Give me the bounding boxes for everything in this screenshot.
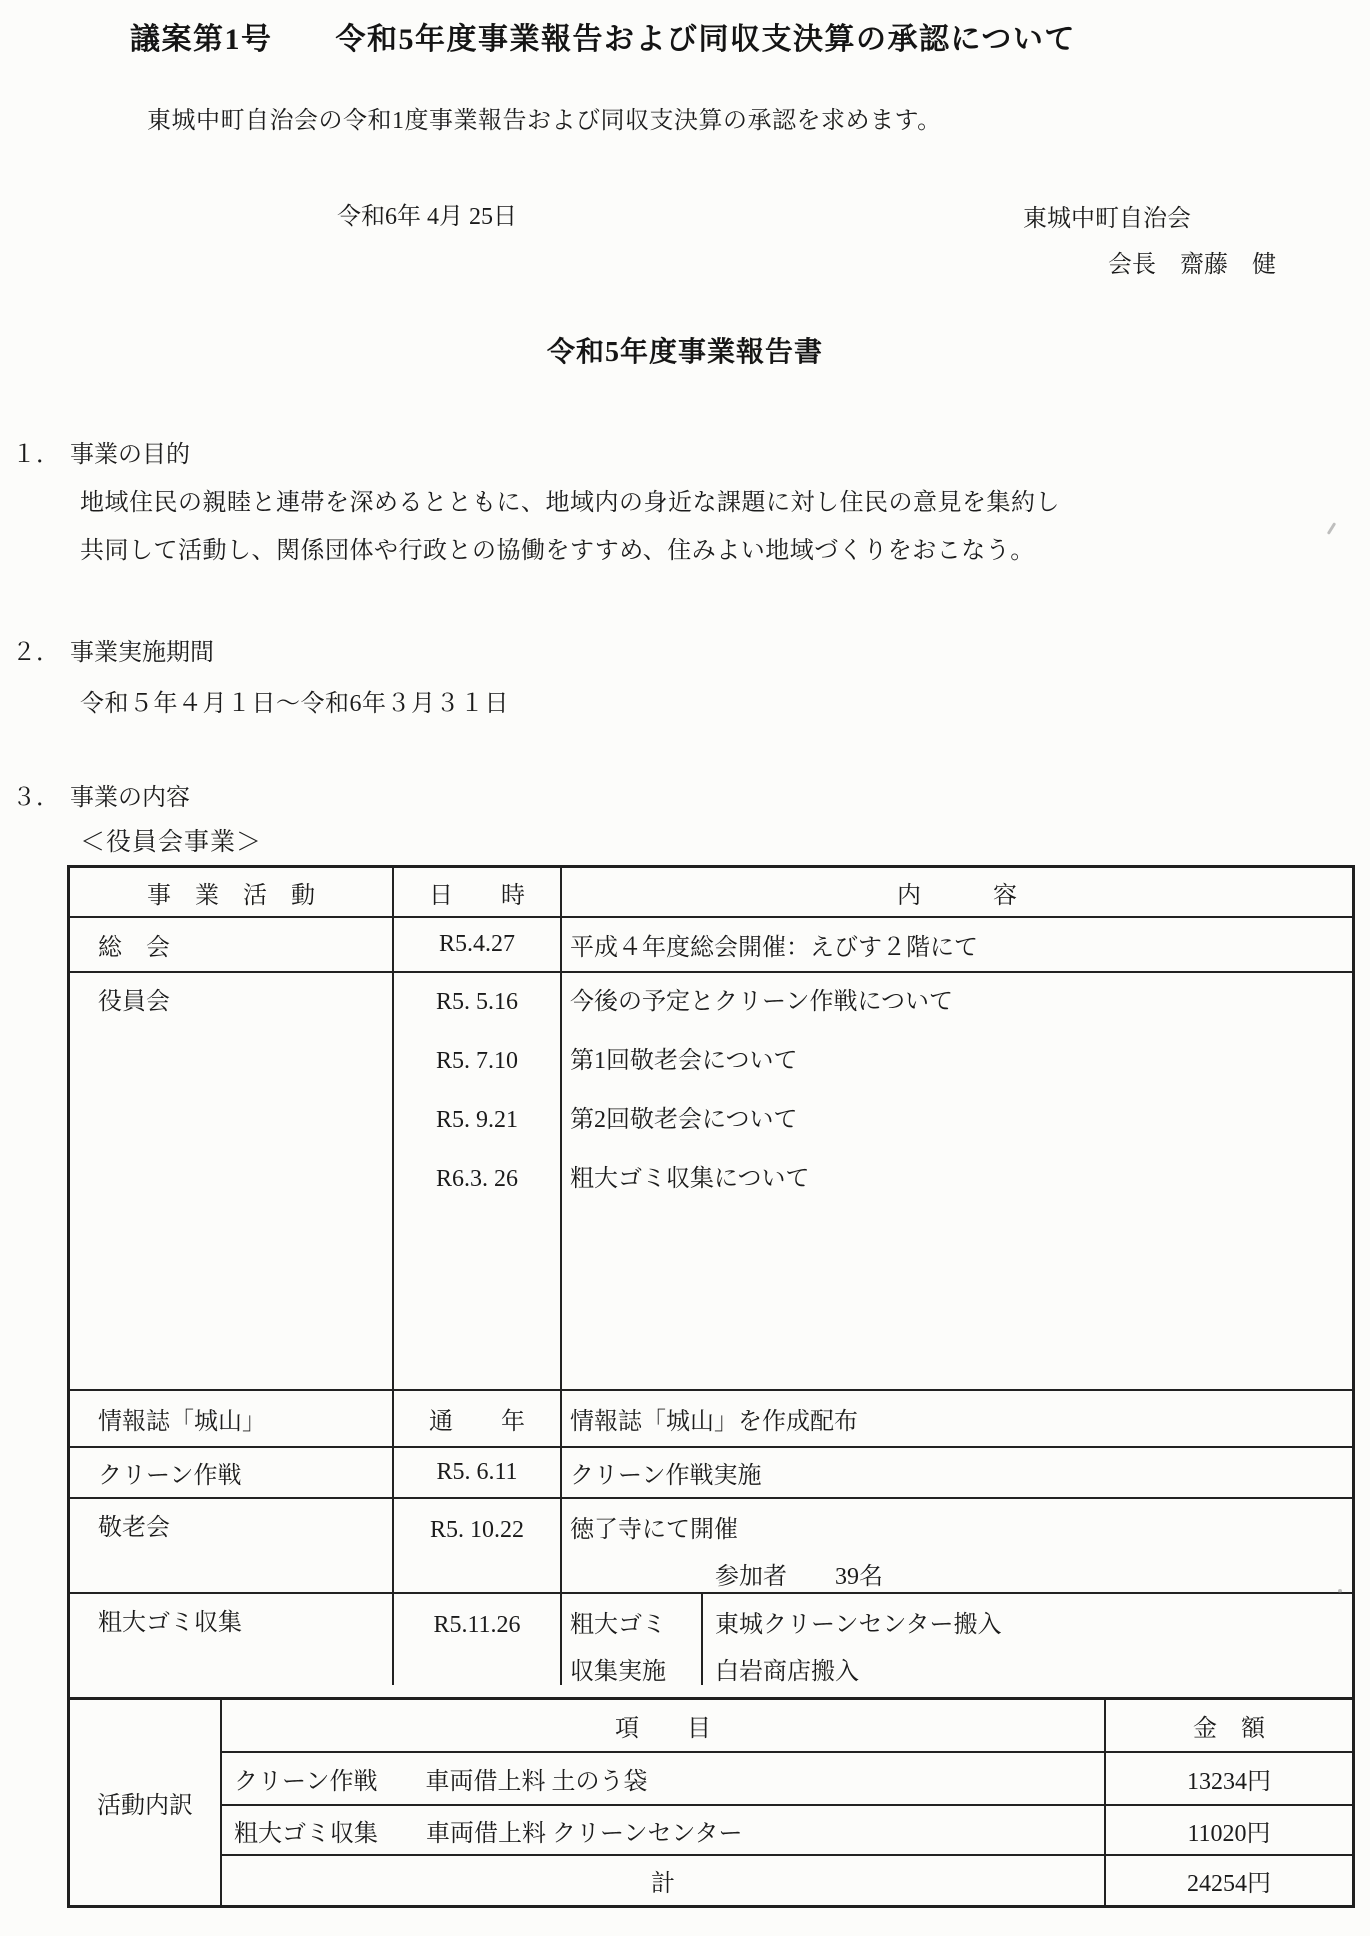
cell-content-split [562,1594,1352,1685]
section-2-number: ２． [12,640,60,666]
date-entry: R5. 5.16 [435,989,518,1015]
date-entry: R5. 7.10 [435,1048,518,1074]
breakdown-row-bulky-waste [222,1804,1352,1854]
subcell-right-line: 東城クリーンセンター搬入 [715,1612,1002,1638]
cell-date: 通 年 [392,1391,562,1446]
activity-table [67,865,1355,1700]
activity-table-header-row [70,868,1352,916]
header-amount: 金 額 [1104,1700,1352,1751]
scan-artifact [1338,1589,1342,1593]
table-row-bulky-waste [70,1592,1352,1685]
cell-date: R5.4.27 [392,918,562,971]
header-activity: 事 業 活 動 [147,882,315,909]
cell-activity: クリーン作戦 [98,1463,242,1489]
section-1-number: １． [12,442,60,468]
section-2-title: 事業実施期間 [70,640,214,666]
cell-content-list [562,1499,1352,1592]
cell-amount: 11020円 [1104,1806,1352,1854]
total-label: 計 [651,1871,675,1897]
date-entry: R5. 9.21 [435,1107,518,1133]
report-title: 令和5年度事業報告書 [546,337,823,368]
content-entry-participants: 参加者 39名 [715,1564,883,1590]
table-row-clean-operation [70,1446,1352,1497]
date-entry: R6.3. 26 [435,1166,518,1192]
table-row-newsletter [70,1389,1352,1446]
document-date: 令和6年 4月 25日 [337,204,517,230]
subcell-right-line: 白岩商店搬入 [715,1659,859,1685]
expense-breakdown-table [67,1700,1355,1908]
cell-activity: 情報誌「城山」 [98,1409,266,1435]
subcell-left-line: 粗大ゴミ [570,1612,666,1638]
cell-content: 情報誌「城山」を作成配布 [570,1409,858,1435]
content-entry: 第2回敬老会について [570,1107,798,1133]
cell-content-list [562,973,1352,1389]
content-entry: 徳了寺にて開催 [570,1517,738,1543]
section-3-number: ３． [12,785,60,811]
section-2-heading [12,632,214,667]
table-row-general-meeting [70,916,1352,971]
subcell-left-line: 収集実施 [570,1659,666,1685]
section-3-title: 事業の内容 [70,785,190,811]
cell-content: クリーン作戦実施 [570,1463,762,1489]
content-entry: 第1回敬老会について [570,1048,798,1074]
cell-item: クリーン作戦 車両借上料 土のう袋 [234,1769,648,1795]
cell-amount: 13234円 [1104,1753,1352,1804]
table-row-respect-for-aged [70,1497,1352,1592]
content-entry: 今後の予定とクリーン作戦について [570,989,954,1015]
section-1-body-line-1: 地域住民の親睦と連帯を深めるとともに、地域内の身近な課題に対し住民の意見を集約し [80,490,1060,516]
cell-date: R5. 6.11 [392,1448,562,1497]
cell-date [392,1499,562,1592]
scan-artifact [1327,522,1336,535]
section-2-body-line-1: 令和５年４月１日～令和6年３月３１日 [80,691,509,717]
section-1-heading [12,434,190,469]
intro-text: 東城中町自治会の令和1度事業報告および同収支決算の承認を求めます。 [147,108,942,134]
cell-date [392,1594,562,1685]
cell-activity: 敬老会 [98,1515,170,1541]
cell-activity: 役員会 [98,989,170,1015]
section-1-title: 事業の目的 [70,442,190,468]
total-amount: 24254円 [1104,1856,1352,1905]
header-item: 項 目 [615,1716,711,1742]
section-3-heading [12,777,190,812]
section-1-body-line-2: 共同して活動し、関係団体や行政との協働をすすめ、住みよい地域づくりをおこなう。 [80,538,1035,564]
breakdown-header-row [222,1700,1352,1751]
content-entry: 粗大ゴミ収集について [570,1166,810,1192]
header-datetime: 日 時 [392,868,562,916]
subcell-right [703,1594,1352,1685]
president-name: 会長 齋藤 健 [1108,252,1276,278]
document-title: 議案第1号 令和5年度事業報告および同収支決算の承認について [130,23,1076,56]
breakdown-rows [222,1700,1352,1905]
cell-activity: 総 会 [98,935,170,961]
cell-activity: 粗大ゴミ収集 [98,1610,242,1636]
date-entry: R5.11.26 [433,1612,521,1638]
table-row-officers-meeting [70,971,1352,1389]
association-name: 東城中町自治会 [1023,206,1191,232]
cell-date-list [392,973,562,1389]
cell-item: 粗大ゴミ収集 車両借上料 クリーンセンター [234,1820,743,1847]
cell-content: 平成４年度総会開催：えびす２階にて [570,935,978,961]
breakdown-total-row [222,1854,1352,1905]
officers-subheading: ＜役員会事業＞ [80,829,263,856]
breakdown-row-clean [222,1751,1352,1804]
date-entry: R5. 10.22 [429,1517,524,1543]
breakdown-group-label: 活動内訳 [70,1700,222,1905]
header-content: 内 容 [897,882,1017,909]
subcell-left [562,1594,703,1685]
